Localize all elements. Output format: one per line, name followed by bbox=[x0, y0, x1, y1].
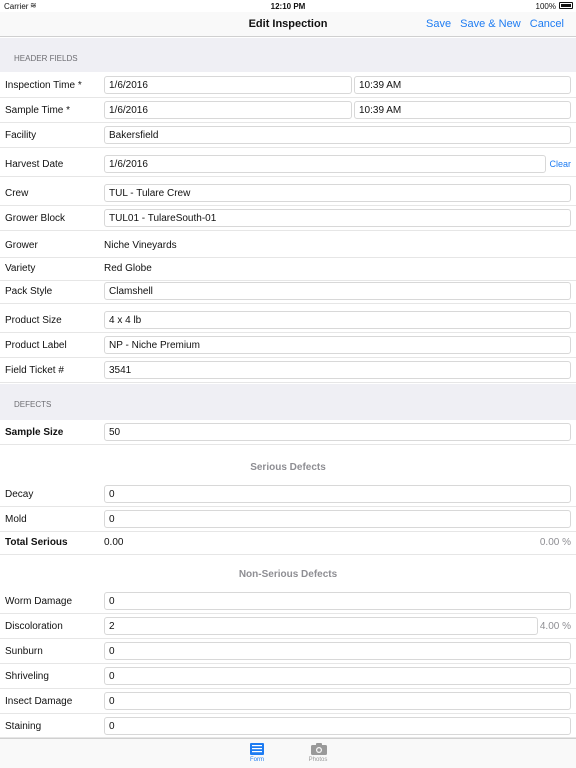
page-title: Edit Inspection bbox=[248, 18, 328, 30]
worm-damage-label: Worm Damage bbox=[5, 596, 73, 607]
tab-photos[interactable] bbox=[298, 743, 338, 763]
save-button[interactable]: Save bbox=[426, 18, 452, 30]
row-product-label bbox=[0, 333, 576, 358]
pack-style-field[interactable]: Clamshell bbox=[104, 282, 571, 300]
row-shriveling bbox=[0, 664, 576, 689]
insect-damage-label: Insect Damage bbox=[5, 696, 73, 707]
battery-percent: 100% bbox=[535, 2, 556, 11]
grower-block-field[interactable]: TUL01 - TulareSouth-01 bbox=[104, 209, 571, 227]
row-inspection-time bbox=[0, 73, 576, 98]
discoloration-label: Discoloration bbox=[5, 621, 63, 632]
sunburn-field[interactable]: 0 bbox=[104, 642, 571, 660]
total-serious-value: 0.00 bbox=[104, 537, 124, 548]
total-serious-label: Total Serious bbox=[5, 537, 68, 548]
row-grower bbox=[0, 233, 576, 258]
form-list-icon bbox=[250, 743, 264, 755]
worm-damage-field[interactable]: 0 bbox=[104, 592, 571, 610]
wifi-icon: ≋ bbox=[30, 1, 37, 10]
decay-label: Decay bbox=[5, 489, 34, 500]
row-sunburn bbox=[0, 639, 576, 664]
mold-field[interactable]: 0 bbox=[104, 510, 571, 528]
status-time: 12:10 PM bbox=[270, 2, 306, 11]
row-decay bbox=[0, 482, 576, 507]
nav-actions bbox=[420, 18, 564, 30]
row-grower-block bbox=[0, 206, 576, 231]
crew-label: Crew bbox=[5, 188, 29, 199]
product-size-label: Product Size bbox=[5, 315, 62, 326]
serious-defects-heading: Serious Defects bbox=[250, 462, 326, 473]
section-title: DEFECTS bbox=[14, 400, 52, 409]
section-header-header-fields bbox=[0, 38, 576, 72]
staining-field[interactable]: 0 bbox=[104, 717, 571, 735]
row-insect-damage bbox=[0, 689, 576, 714]
non-serious-defects-heading: Non-Serious Defects bbox=[238, 569, 338, 580]
row-worm-damage bbox=[0, 589, 576, 614]
sample-size-label: Sample Size bbox=[5, 427, 64, 438]
shriveling-label: Shriveling bbox=[5, 671, 49, 682]
row-sample-time bbox=[0, 98, 576, 123]
insect-damage-field[interactable]: 0 bbox=[104, 692, 571, 710]
field-ticket-label: Field Ticket # bbox=[5, 365, 64, 376]
tab-form[interactable] bbox=[237, 743, 277, 763]
row-total-serious bbox=[0, 530, 576, 555]
row-harvest-date bbox=[0, 152, 576, 177]
row-crew bbox=[0, 181, 576, 206]
row-discoloration bbox=[0, 614, 576, 639]
save-and-new-button[interactable]: Save & New bbox=[460, 18, 521, 30]
row-pack-style bbox=[0, 279, 576, 304]
camera-icon bbox=[311, 743, 325, 755]
variety-value: Red Globe bbox=[104, 263, 152, 274]
inspection-time-field[interactable]: 10:39 AM bbox=[354, 76, 571, 94]
sample-date-field[interactable]: 1/6/2016 bbox=[104, 101, 352, 119]
row-sample-size bbox=[0, 420, 576, 445]
navigation-bar bbox=[0, 12, 576, 37]
decay-field[interactable]: 0 bbox=[104, 485, 571, 503]
row-facility bbox=[0, 123, 576, 148]
section-header-defects bbox=[0, 384, 576, 420]
discoloration-percent: 4.00 % bbox=[539, 621, 571, 632]
row-product-size bbox=[0, 308, 576, 333]
grower-value: Niche Vineyards bbox=[104, 240, 177, 251]
grower-label: Grower bbox=[5, 240, 38, 251]
crew-field[interactable]: TUL - Tulare Crew bbox=[104, 184, 571, 202]
total-serious-percent: 0.00 % bbox=[539, 537, 571, 548]
sample-size-field[interactable]: 50 bbox=[104, 423, 571, 441]
sample-time-field[interactable]: 10:39 AM bbox=[354, 101, 571, 119]
product-size-field[interactable]: 4 x 4 lb bbox=[104, 311, 571, 329]
section-title: HEADER FIELDS bbox=[14, 54, 78, 63]
variety-label: Variety bbox=[5, 263, 36, 274]
harvest-date-field[interactable]: 1/6/2016 bbox=[104, 155, 546, 173]
row-mold bbox=[0, 507, 576, 532]
clear-harvest-date-button[interactable]: Clear bbox=[549, 159, 571, 169]
status-bar bbox=[0, 0, 576, 12]
pack-style-label: Pack Style bbox=[5, 286, 53, 297]
staining-label: Staining bbox=[5, 721, 42, 732]
row-variety bbox=[0, 256, 576, 281]
tab-bar bbox=[0, 738, 576, 768]
field-ticket-field[interactable]: 3541 bbox=[104, 361, 571, 379]
grower-block-label: Grower Block bbox=[5, 213, 66, 224]
cancel-button[interactable]: Cancel bbox=[529, 18, 564, 30]
sample-time-label: Sample Time * bbox=[5, 105, 71, 116]
mold-label: Mold bbox=[5, 514, 27, 525]
sunburn-label: Sunburn bbox=[5, 646, 43, 657]
battery-icon bbox=[559, 2, 573, 9]
harvest-date-label: Harvest Date bbox=[5, 159, 64, 170]
tab-form-label: Form bbox=[250, 757, 264, 763]
facility-field[interactable]: Bakersfield bbox=[104, 126, 571, 144]
inspection-time-label: Inspection Time * bbox=[5, 80, 82, 91]
row-staining bbox=[0, 714, 576, 738]
shriveling-field[interactable]: 0 bbox=[104, 667, 571, 685]
product-label-field[interactable]: NP - Niche Premium bbox=[104, 336, 571, 354]
carrier-label: Carrier bbox=[4, 2, 29, 11]
inspection-date-field[interactable]: 1/6/2016 bbox=[104, 76, 352, 94]
tab-photos-label: Photos bbox=[308, 757, 328, 763]
product-label-label: Product Label bbox=[5, 340, 67, 351]
row-field-ticket bbox=[0, 358, 576, 383]
discoloration-field[interactable]: 2 bbox=[104, 617, 538, 635]
facility-label: Facility bbox=[5, 130, 37, 141]
